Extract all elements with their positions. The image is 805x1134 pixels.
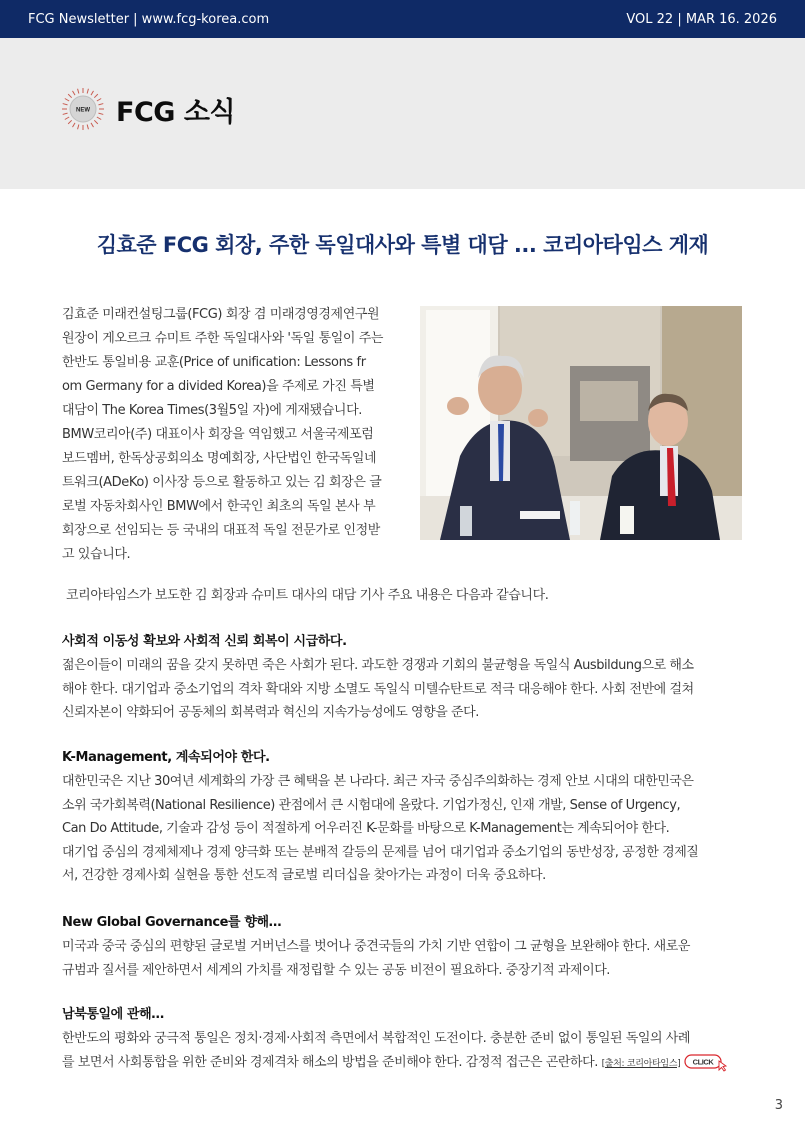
intro-paragraph — [62, 303, 407, 567]
top-bar — [0, 0, 805, 38]
intro-line: 원장이 게오르크 슈미트 주한 독일대사와 '독일 통일이 주는 — [62, 331, 384, 346]
intro-line: 회장으로 선임되는 등 국내의 대표적 독일 전문가로 인정받 — [62, 523, 380, 538]
intro-line: 보드멤버, 한독상공회의소 명예회장, 사단법인 한국독일네 — [62, 451, 377, 466]
article-section — [62, 1003, 747, 1076]
body-line: 소위 국가회복력(National Resilience) 관점에서 큰 시험대에 올랐다. 기업가정신, 인재 개발, Sense of Urgency, — [62, 797, 681, 813]
body-line: 한반도의 평화와 궁극적 통일은 정치·경제·사회적 측면에서 복합적인 도전이다. 충분한 준비 없이 통일된 독일의 사례 — [62, 1031, 690, 1046]
intro-line: 로벌 자동차회사인 BMW에서 한국인 최초의 독일 본사 부 — [62, 499, 376, 514]
intro-line: 고 있습니다. — [62, 547, 131, 562]
body-line: 미국과 중국 중심의 편향된 글로벌 거버넌스를 벗어나 중견국들의 가치 기반 연합이 그 균형을 보완해야 한다. 새로운 — [62, 939, 690, 954]
article-headline: 김효준 FCG 회장, 주한 독일대사와 특별 대담 ... 코리아타임스 게재 — [96, 233, 709, 257]
body-line: 규범과 질서를 제안하면서 세계의 가치를 재정립할 수 있는 공동 비전이 필요하다. 중장기적 과제이다. — [62, 962, 610, 978]
intro-line: om Germany for a divided Korea)을 주제로 가진 특별 — [62, 379, 375, 394]
source-link[interactable]: [출처: 코리아타임스] — [601, 1058, 681, 1069]
newsletter-site: FCG Newsletter | www.fcg-korea.com — [28, 12, 270, 27]
new-badge-icon — [60, 86, 106, 132]
section-body — [62, 654, 747, 725]
badge-label: NEW — [76, 107, 90, 114]
page-number: 3 — [774, 1098, 783, 1113]
intro-line: 김효준 미래컨설팅그룹(FCG) 회장 겸 미래경영경제연구원 — [62, 307, 380, 322]
section-heading: New Global Governance를 향해… — [62, 915, 282, 930]
section-title: FCG 소식 — [116, 97, 235, 128]
section-body — [62, 770, 747, 888]
intro-line: 한반도 통일비용 교훈(Price of unification: Lessons fr — [62, 355, 366, 370]
section-body — [62, 1027, 747, 1076]
body-line: Can Do Attitude, 기술과 감성 등이 적절하게 어우러진 K-문화를 바탕으로 K-Management는 계속되어야 한다. — [62, 821, 670, 836]
body-line: 젊은이들이 미래의 꿈을 갖지 못하면 죽은 사회가 된다. 과도한 경쟁과 기회의 불균형을 독일식 Ausbildung으로 해소 — [62, 658, 694, 673]
section-heading: 남북통일에 관해… — [62, 1007, 164, 1022]
section-heading: K-Management, 계속되어야 한다. — [62, 750, 270, 765]
click-label: CLICK — [693, 1057, 714, 1067]
body-line: 서, 건강한 경제사회 실현을 통한 선도적 글로벌 리더십을 찾아가는 과정이 더욱 중요하다. — [62, 868, 546, 883]
body-line: 를 보면서 사회통합을 위한 준비와 경제격차 해소의 방법을 준비해야 한다. 감정적 접근은 곤란하다. [출처: 코리아타임스] CLICK — [62, 1051, 747, 1077]
body-line: 대기업 중심의 경제체제나 경제 양극화 또는 분배적 갈등의 문제를 넘어 대기업과 중소기업의 동반성장, 공정한 경제질 — [62, 844, 699, 860]
interview-photo — [420, 306, 742, 540]
article-section — [62, 630, 747, 725]
article-section — [62, 911, 747, 982]
article-section — [62, 746, 747, 888]
section-heading: 사회적 이동성 확보와 사회적 신뢰 회복이 시급하다. — [62, 634, 347, 649]
body-line: 신뢰자본이 약화되어 공동체의 회복력과 혁신의 지속가능성에도 영향을 준다. — [62, 705, 479, 720]
section-body — [62, 935, 747, 982]
click-button[interactable] — [684, 1054, 730, 1070]
issue-date: VOL 22 | MAR 16. 2026 — [626, 12, 777, 27]
intro-line: 대담이 The Korea Times(3월5일 자)에 게재됐습니다. — [62, 403, 362, 418]
body-line: 대한민국은 지난 30여년 세계화의 가장 큰 혜택을 본 나라다. 최근 자국 중심주의화하는 경제 안보 시대의 대한민국은 — [62, 774, 694, 789]
intro-line: BMW코리아(주) 대표이사 회장을 역임했고 서울국제포럼 — [62, 427, 374, 442]
hand-cursor-icon — [719, 1061, 726, 1071]
body-line: 해야 한다. 대기업과 중소기업의 격차 확대와 지방 소멸도 독일식 미텔슈탄트로 적극 대응해야 한다. 사회 전반에 걸쳐 — [62, 681, 694, 697]
summary-line: 코리아타임스가 보도한 김 회장과 슈미트 대사의 대담 기사 주요 내용은 다음과 같습니다. — [66, 588, 549, 603]
intro-line: 트워크(ADeKo) 이사장 등으로 활동하고 있는 김 회장은 글 — [62, 475, 382, 490]
